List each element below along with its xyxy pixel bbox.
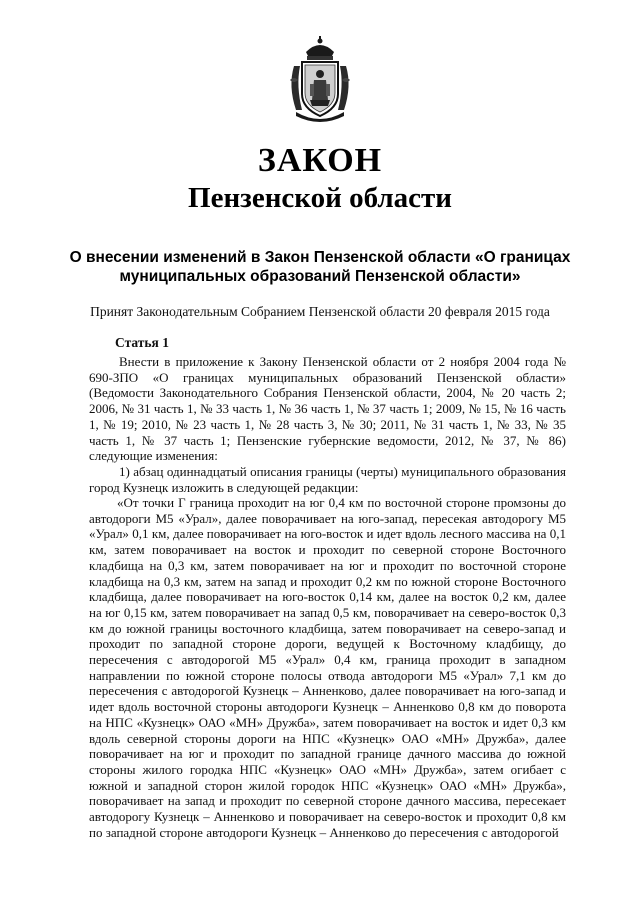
law-title: О внесении изменений в Закон Пензенской области «О границах муниципальных образований Пензенской области» xyxy=(69,249,571,285)
boundary-description-quote: «От точки Г граница проходит на юг 0,4 км по восточной стороне промзоны до автодороги М5 «Урал», далее поворачивает на юго-запад, пересекая автодорогу М5 «Урал» 0,1 км, далее поворачивает на юго-восток и идет вдоль лесного массива на 0,1 км, затем поворачивает на восток и проходит по северной стороне Восточного кладбища на 0,3 км, затем поворачивает на юг и проходит по восточной стороне кладбища на 0,3 км, затем на запад и проходит 0,2 км по южной стороне Восточного кладбища, далее поворачивает на юго-восток 0,14 км, далее на восток 0,2 км, далее на юг 0,15 км, затем поворачивает на запад 0,5 км, поворачивает на северо-восток 0,3 км до южной границы восточного кладбища, затем поворачивает на северо-запад и проходит по западной стороне дороги, ведущей к Восточному кладбищу, до пересечения с автодорогой М5 «Урал» 0,4 км, граница проходит в западном направлении по южной стороне полосы отвода автодороги М5 «Урал» 7,1 км до пересечения с автодорогой Кузнецк – Анненково, далее поворачивает на юго-запад и идет вдоль восточной стороны автодороги Кузнецк – Анненково 0,8 км до поворота на НПС «Кузнецк» ОАО «МН» Дружба», затем поворачивает на восток и идет 0,3 км вдоль северной стороны дороги на НПС «Кузнецк» ОАО «МН» Дружба», далее поворачивает на юг и проходит по западной границе дачного массива до южной стороны жилого городка НПС «Кузнецк» ОАО «МН» Дружба», затем огибает с южной и западной сторон жилой городок НПС «Кузнецк» ОАО «МН» Дружба», поворачивает на запад и проходит по северной стороне дачного массива, пересекает автодорогу Кузнецк – Анненково и поворачивает на северо-восток и проходит 0,8 км по западной стороне автодороги Кузнецк – Анненково до пересечения с автодорогой xyxy=(89,495,566,840)
article-heading: Статья 1 xyxy=(115,335,169,350)
article-intro-paragraph: Внести в приложение к Закону Пензенской области от 2 ноября 2004 года № 690-ЗПО «О границах муниципальных образований Пензенской области» (Ведомости Законодательного Собрания Пензенской области, 2004, № 20 часть 2; 2006, № 31 часть 1, № 33 часть 1, № 36 часть 1, № 37 часть 1; 2009, № 15, № 16 часть 1, № 19; 2010, № 23 часть 1, № 28 часть 3, № 30; 2011, № 31 часть 1, № 33, № 35 часть 1, № 37 часть 1; Пензенские губернские ведомости, 2012, № 37, № 86) следующие изменения: xyxy=(89,354,566,464)
coat-of-arms-icon xyxy=(286,36,354,122)
region-name: Пензенской области xyxy=(188,182,452,214)
amendment-item-1: 1) абзац одиннадцатый описания границы (черты) муниципального образования город Кузнецк изложить в следующей редакции: xyxy=(89,464,566,495)
document-title: ЗАКОН xyxy=(257,142,383,179)
adoption-note: Принят Законодательным Собранием Пензенской области 20 февраля 2015 года xyxy=(90,304,550,319)
